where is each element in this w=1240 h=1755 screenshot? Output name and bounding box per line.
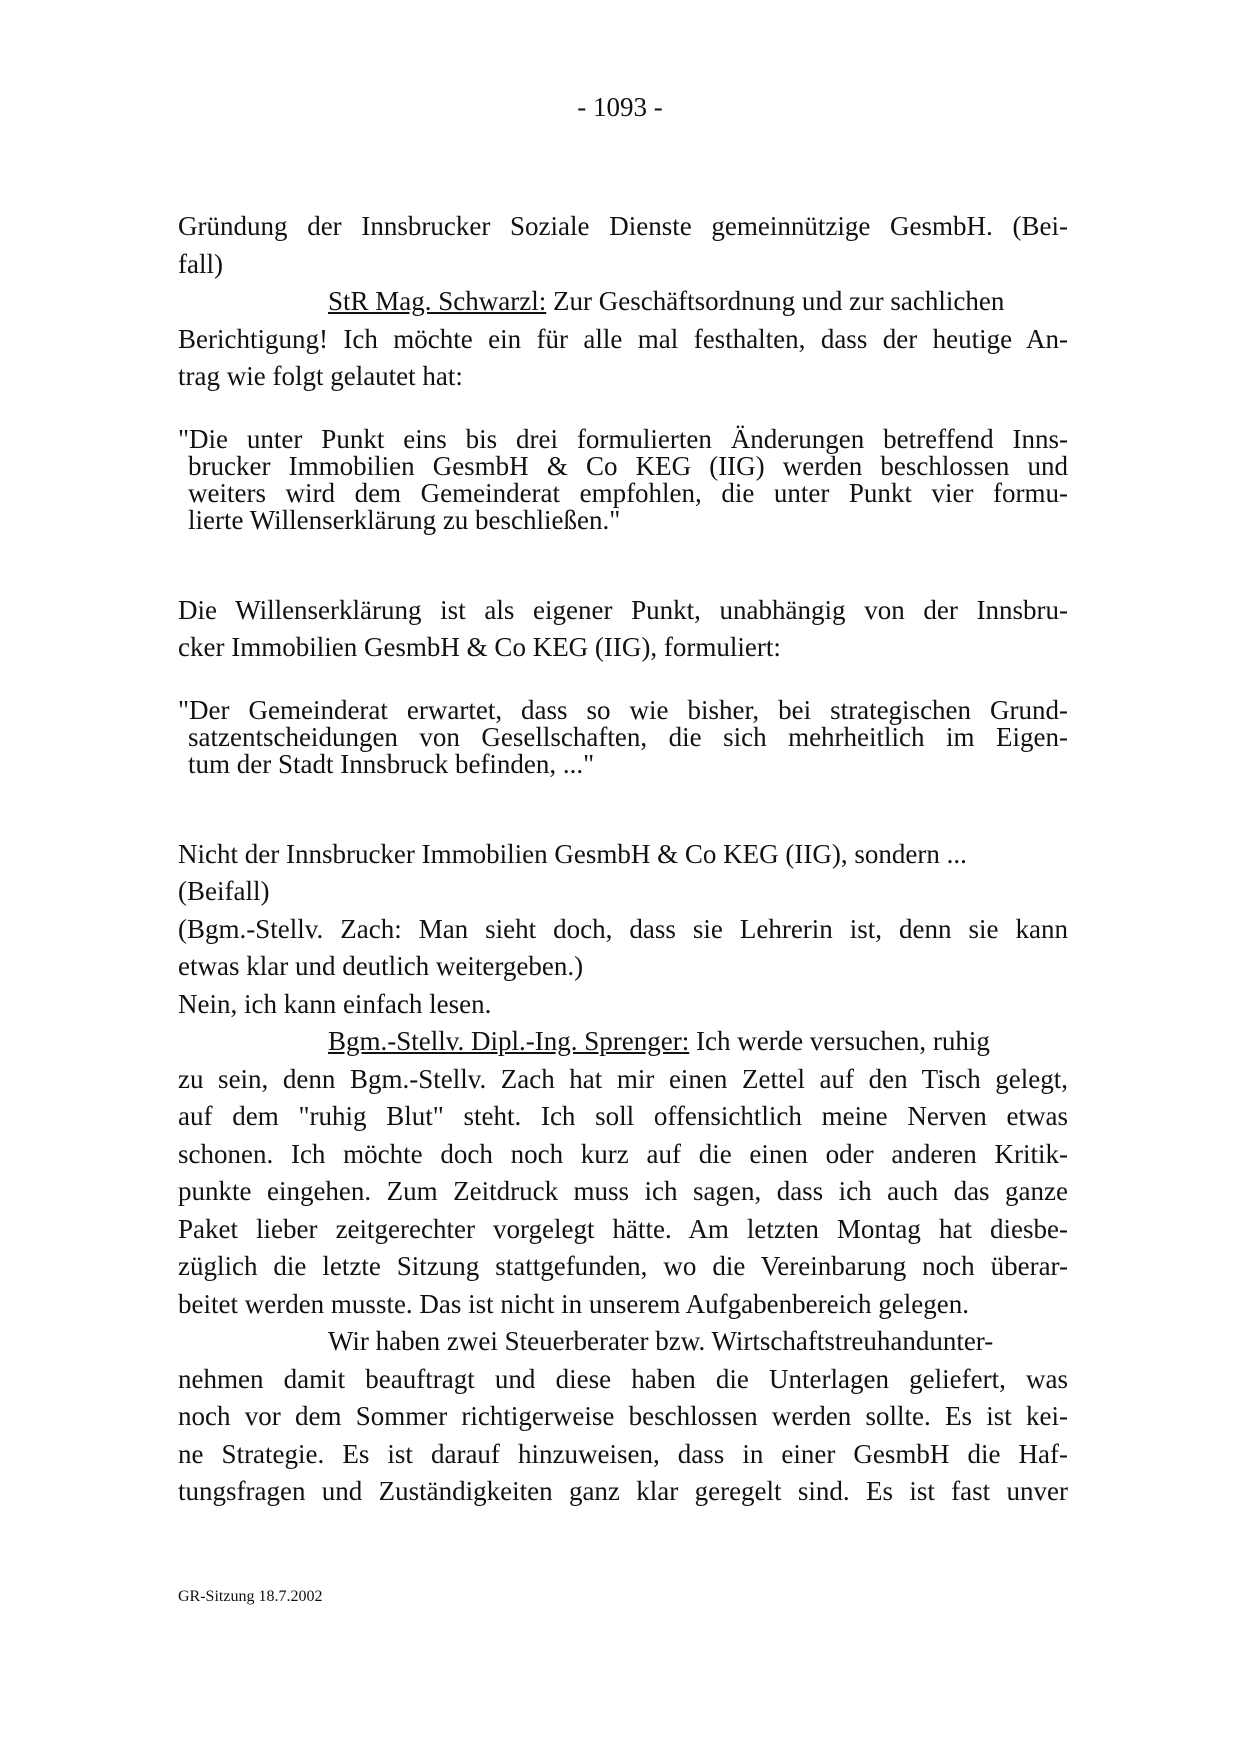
text-line: weiters wird dem Gemeinderat empfohlen, die unter Punkt vier formu-: [188, 477, 1068, 508]
footer-session-date: GR-Sitzung 18.7.2002: [178, 1588, 323, 1605]
text-line: [178, 1023, 1068, 1061]
text-line: Gründung der Innsbrucker Soziale Dienste gemeinnützige GesmbH. (Bei-: [178, 211, 1068, 241]
paragraph: [178, 283, 1068, 396]
text-line: züglich die letzte Sitzung stattgefunden, wo die Vereinbarung noch überar-: [178, 1251, 1068, 1281]
page-number: - 1093 -: [577, 92, 663, 122]
paragraph: [178, 208, 1068, 283]
speaker-name: Bgm.-Stellv. Dipl.-Ing. Sprenger:: [328, 1026, 690, 1056]
text-line: brucker Immobilien GesmbH & Co KEG (IIG) werden beschlossen und: [188, 450, 1068, 481]
text-line: tum der Stadt Innsbruck befinden, ...": [188, 748, 595, 779]
text-run: Ich werde versuchen, ruhig: [689, 1026, 990, 1056]
text-line: [178, 283, 1068, 321]
paragraph: [178, 1323, 1068, 1511]
text-run: Zur Geschäftsordnung und zur sachlichen: [546, 286, 1005, 316]
speaker-name: StR Mag. Schwarzl:: [328, 286, 547, 316]
text-line: Paket lieber zeitgerechter vorgelegt hätte. Am letzten Montag hat diesbe-: [178, 1213, 1068, 1244]
text-line: trag wie folgt gelautet hat:: [178, 361, 463, 391]
text-line: auf dem "ruhig Blut" steht. Ich soll offensichtlich meine Nerven etwas: [178, 1101, 1068, 1131]
text-line: Die Willenserklärung ist als eigener Punkt, unabhängig von der Innsbru-: [178, 594, 1068, 625]
text-line: zu sein, denn Bgm.-Stellv. Zach hat mir einen Zettel auf den Tisch gelegt,: [178, 1063, 1068, 1094]
text-line: satzentscheidungen von Gesellschaften, die sich mehrheitlich im Eigen-: [188, 721, 1068, 752]
text-line: beitet werden musste. Das ist nicht in unserem Aufgabenbereich gelegen.: [178, 1288, 970, 1319]
text-line: (Bgm.-Stellv. Zach: Man sieht doch, dass sie Lehrerin ist, denn sie kann: [178, 913, 1068, 944]
quotation: [178, 423, 1068, 535]
text-line: punkte eingehen. Zum Zeitdruck muss ich sagen, dass ich auch das ganze: [178, 1176, 1068, 1206]
text-line: lierte Willenserklärung zu beschließen.": [188, 504, 621, 535]
text-line: "Die unter Punkt eins bis drei formulierten Änderungen betreffend Inns-: [178, 423, 1068, 454]
text-line: etwas klar und deutlich weitergeben.): [178, 951, 584, 981]
quotation: [178, 694, 1068, 779]
text-line: Berichtigung! Ich möchte ein für alle mal festhalten, dass der heutige An-: [178, 323, 1068, 354]
text-line: ne Strategie. Es ist darauf hinzuweisen, dass in einer GesmbH die Haf-: [178, 1438, 1068, 1469]
text-line: tungsfragen und Zuständigkeiten ganz klar geregelt sind. Es ist fast unver: [178, 1476, 1068, 1506]
text-line: nehmen damit beauftragt und diese haben die Unterlagen geliefert, was: [178, 1363, 1068, 1394]
paragraph: [178, 836, 1068, 1024]
text-line: Wir haben zwei Steuerberater bzw. Wirtschaftstreuhandunter-: [328, 1326, 994, 1356]
paragraph: [178, 592, 1068, 667]
paragraph: [178, 1023, 1068, 1323]
text-line: schonen. Ich möchte doch noch kurz auf die einen oder anderen Kritik-: [178, 1138, 1068, 1169]
text-line: Nicht der Innsbrucker Immobilien GesmbH & Co KEG (IIG), sondern ...: [178, 838, 967, 869]
document-body: [178, 208, 1068, 1511]
text-line: noch vor dem Sommer richtigerweise beschlossen werden sollte. Es ist kei-: [178, 1401, 1068, 1431]
text-line: (Beifall): [178, 876, 270, 906]
text-line: "Der Gemeinderat erwartet, dass so wie bisher, bei strategischen Grund-: [178, 694, 1068, 725]
text-line: fall): [178, 248, 223, 279]
text-line: Nein, ich kann einfach lesen.: [178, 988, 492, 1019]
text-line: cker Immobilien GesmbH & Co KEG (IIG), formuliert:: [178, 632, 781, 662]
